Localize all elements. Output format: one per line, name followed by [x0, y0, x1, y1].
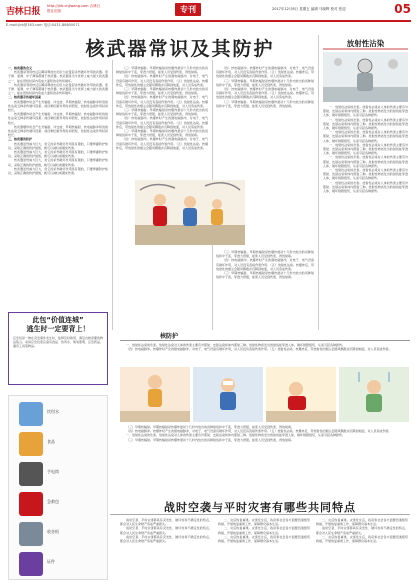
- article-paragraph: （三）早期核辐射。早期核辐射是核爆炸最初十几秒内放出的丙种射线和中子流，穿透力很强，能使人员受到伤害，得放射病。: [216, 250, 314, 259]
- column-divider: [318, 35, 319, 330]
- comic-panel-3: [266, 367, 336, 422]
- kit-item-label: 急救包: [47, 499, 59, 504]
- section-body: 核武器爆炸时会产生光辐射、冲击波、早期核辐射、核电磁脉冲和放射性沾染五种杀伤破坏因素。前四种因素作用时间很短，放射性沾染作用时间较长。: [8, 124, 108, 138]
- hazmat-figure-icon: [323, 52, 408, 102]
- section-body: 核武器虽然威力巨大，但它的杀伤破坏作用是有限的，只要掌握防护知识，采取正确的防护措施，就可以减轻或避免伤害。: [8, 141, 108, 150]
- section-two-col3: [316, 518, 408, 583]
- right-section-head: 放射性沾染: [346, 39, 385, 48]
- radio-icon: [19, 522, 43, 546]
- article-paragraph: 战时空袭、平时灾害都具有突发性、破坏性和不确定性的特点，都会对人民生命财产造成严重损失。: [316, 526, 408, 535]
- center-article: [216, 66, 314, 176]
- article-paragraph: 二、灾后恢复重建。灾害发生后，政府和社会各方面要迅速组织救援，开展恢复重建工作，保障群众基本生活。: [316, 534, 408, 544]
- article-paragraph: 战时空袭、平时灾害都具有突发性、破坏性和不确定性的特点，都会对人民生命财产造成严重损失。: [120, 526, 212, 535]
- article-paragraph: （三）早期核辐射。早期核辐射是核爆炸最初十几秒内放出的丙种射线和中子流，穿透力很强，能使人员受到伤害，得放射病。: [126, 437, 295, 442]
- protection-intro: [120, 343, 408, 365]
- article-paragraph: 一、放射性沾染的危害。放射性沾染对人体的伤害主要有外照射、皮肤沾染和体内照射三种。放射性物质发出的射线能穿透人体，破坏细胞组织，从而引起各种损伤。: [323, 142, 408, 156]
- kit-item: [15, 460, 103, 488]
- article-paragraph: （三）早期核辐射。早期核辐射是核爆炸最初十几秒内放出的丙种射线和中子流，穿透力很强，能使人员受到伤害，得放射病。: [116, 87, 208, 96]
- article-paragraph: （四）核电磁脉冲。核爆炸时产生的强电磁脉冲，对电子、电气设备有破坏作用，对人员没有直接伤害作用。（五）放射性沾染。核爆炸后，带放射性的烟尘会随风飘散并沉降到地面，对人员造成伤害。: [116, 74, 208, 87]
- article-paragraph: 一、放射性沾染的危害。放射性沾染对人体的伤害主要有外照射、皮肤沾染和体内照射三种。放射性物质发出的射线能穿透人体，破坏细胞组织，从而引起各种损伤。: [126, 343, 346, 347]
- kit-item-label: 收音机: [47, 529, 59, 534]
- article-paragraph: （四）核电磁脉冲。核爆炸时产生的强电磁脉冲，对电子、电气设备有破坏作用，对人员没有直接伤害作用。（五）放射性沾染。核爆炸后，带放射性的烟尘会随风飘散并沉降到地面，对人员造成伤害。: [116, 95, 208, 108]
- right-head-bar: [323, 48, 408, 50]
- section-two-headline: 战时空袭与平时灾害有哪些共同特点: [164, 501, 356, 514]
- article-paragraph: （三）早期核辐射。早期核辐射是核爆炸最初十几秒内放出的丙种射线和中子流，穿透力很强，能使人员受到伤害，得放射病。: [116, 66, 208, 75]
- flashlight-icon: [19, 462, 43, 486]
- section-two-col1: [120, 518, 212, 583]
- comic-panel-2: [193, 367, 263, 422]
- article-paragraph: （三）早期核辐射。早期核辐射是核爆炸最初十几秒内放出的丙种射线和中子流，穿透力很强，能使人员受到伤害，得放射病。: [116, 129, 208, 138]
- running-child-icon: [120, 367, 190, 422]
- article-paragraph: 一、放射性沾染的危害。放射性沾染对人体的伤害主要有外照射、皮肤沾染和体内照射三种。放射性物质发出的射线能穿透人体，破坏细胞组织，从而引起各种损伤。: [323, 155, 408, 168]
- header-rule: [6, 20, 411, 22]
- promo-title-line: 此包“价值连城”: [32, 316, 84, 324]
- shelter-illustration: [135, 180, 245, 245]
- article-paragraph: 战时空袭、平时灾害都具有突发性、破坏性和不确定性的特点，都会对人民生命财产造成严重损失。: [120, 518, 212, 527]
- article-paragraph: （三）早期核辐射。早期核辐射是核爆炸最初十几秒内放出的丙种射线和中子流，穿透力很强，能使人员受到伤害，得放射病。: [126, 425, 295, 429]
- contact-line: E-mail:jlrb@163.com 电话:0431-88600071: [6, 23, 80, 27]
- article-paragraph: 战时空袭、平时灾害都具有突发性、破坏性和不确定性的特点，都会对人民生命财产造成严重损失。: [120, 534, 212, 544]
- kit-item-label: 手电筒: [47, 469, 59, 474]
- protection-heading: 核防护: [160, 333, 179, 340]
- water-bottle-icon: [19, 402, 43, 426]
- article-paragraph: （三）早期核辐射。早期核辐射是核爆炸最初十几秒内放出的丙种射线和中子流，穿透力很强，能使人员受到伤害，得放射病。: [216, 271, 314, 280]
- section-body: 核武器虽然威力巨大，但它的杀伤破坏作用是有限的，只要掌握防护知识，采取正确的防护措施，就可以减轻或避免伤害。: [8, 166, 108, 176]
- promo-title-line: 逃生时一定要背上！: [26, 325, 90, 333]
- section-body: 核武器是利用核反应瞬间释放出的巨大能量起杀伤破坏作用的武器。原子弹、氢弹、中子弹等都属于核武器。核武器是当今世界上威力最大的武器之一，能在很短时间内造成大面积的杀伤和破坏。: [8, 82, 108, 96]
- article-paragraph: （三）早期核辐射。早期核辐射是核爆炸最初十几秒内放出的丙种射线和中子流，穿透力很强，能使人员受到伤害，得放射病。: [216, 78, 314, 87]
- covering-face-icon: [193, 367, 263, 422]
- kit-item: [15, 490, 103, 518]
- article-paragraph: （四）核电磁脉冲。核爆炸时产生的强电磁脉冲，对电子、电气设备有破坏作用，对人员没有直接伤害作用。（五）放射性沾染。核爆炸后，带放射性的烟尘会随风飘散并沉降到地面，对人员造成伤害。: [116, 137, 208, 150]
- article-paragraph: （四）核电磁脉冲。核爆炸时产生的强电磁脉冲，对电子、电气设备有破坏作用，对人员没有直接伤害作用。（五）放射性沾染。核爆炸后，带放射性的烟尘会随风飘散并沉降到地面，对人员造成伤害。: [126, 347, 392, 352]
- article-paragraph: 一、放射性沾染的危害。放射性沾染对人体的伤害主要有外照射、皮肤沾染和体内照射三种。放射性物质发出的射线能穿透人体，破坏细胞组织，从而引起各种损伤。: [323, 105, 408, 118]
- right-article: [323, 105, 408, 330]
- promo-body: 应急包是一种在突发事件发生时，能够及时取用、满足自救需要的物品集合。家庭应急包里应备有食品、饮用水、简易照明、应急药品、通讯工具等物品。: [13, 336, 104, 349]
- emergency-kit-box: [8, 395, 108, 580]
- article-paragraph: （四）核电磁脉冲。核爆炸时产生的强电磁脉冲，对电子、电气设备有破坏作用，对人员没有直接伤害作用。（五）放射性沾染。核爆炸后，带放射性的烟尘会随风飘散并沉降到地面，对人员造成伤害。: [216, 87, 314, 100]
- newspaper-logo: 吉林日报: [6, 7, 41, 17]
- section-body: 核武器虽然威力巨大，但它的杀伤破坏作用是有限的，只要掌握防护知识，采取正确的防护措施，就可以减轻或避免伤害。: [8, 158, 108, 167]
- article-paragraph: 二、灾后恢复重建。灾害发生后，政府和社会各方面要迅速组织救援，开展恢复重建工作，保障群众基本生活。: [316, 518, 408, 527]
- article-paragraph: （四）核电磁脉冲。核爆炸时产生的强电磁脉冲，对电子、电气设备有破坏作用，对人员没有直接伤害作用。（五）放射性沾染。核爆炸后，带放射性的烟尘会随风飘散并沉降到地面，对人员造成伤害。: [126, 429, 392, 434]
- food-icon: [19, 432, 43, 456]
- article-paragraph: 二、灾后恢复重建。灾害发生后，政府和社会各方面要迅速组织救援，开展恢复重建工作，保障群众基本生活。: [218, 534, 310, 544]
- section-body: 核武器爆炸时会产生光辐射、冲击波、早期核辐射、核电磁脉冲和放射性沾染五种杀伤破坏因素。前四种因素作用时间很短，放射性沾染作用时间较长。: [8, 112, 108, 125]
- promo-title: [9, 316, 107, 334]
- article-paragraph: （四）核电磁脉冲。核爆炸时产生的强电磁脉冲，对电子、电气设备有破坏作用，对人员没有直接伤害作用。（五）放射性沾染。核爆炸后，带放射性的烟尘会随风飘散并沉降到地面，对人员造成伤害。: [216, 258, 314, 271]
- article-paragraph: 一、放射性沾染的危害。放射性沾染对人体的伤害主要有外照射、皮肤沾染和体内照射三种。放射性物质发出的射线能穿透人体，破坏细胞组织，从而引起各种损伤。: [323, 168, 408, 181]
- kit-item-label: 食品: [47, 439, 55, 444]
- promo-box: [8, 312, 108, 385]
- article-paragraph: 一、放射性沾染的危害。放射性沾染对人体的伤害主要有外照射、皮肤沾染和体内照射三种。放射性物质发出的射线能穿透人体，破坏细胞组织，从而引起各种损伤。: [323, 117, 408, 131]
- section-title: 二、核武器杀伤破坏因素: [8, 95, 42, 100]
- section-body: 核武器爆炸时会产生光辐射、冲击波、早期核辐射、核电磁脉冲和放射性沾染五种杀伤破坏因素。前四种因素作用时间很短，放射性沾染作用时间较长。: [8, 99, 108, 113]
- section-two-col2: [218, 518, 310, 583]
- kit-item: [15, 550, 103, 578]
- column-divider: [112, 60, 113, 330]
- article-paragraph: 二、灾后恢复重建。灾害发生后，政府和社会各方面要迅速组织救援，开展恢复重建工作，保障群众基本生活。: [218, 526, 310, 535]
- section-body: 核武器是利用核反应瞬间释放出的巨大能量起杀伤破坏作用的武器。原子弹、氢弹、中子弹等都属于核武器。核武器是当今世界上威力最大的武器之一，能在很短时间内造成大面积的杀伤和破坏。: [8, 70, 108, 83]
- section-title: 三、核武器的防护: [8, 137, 33, 142]
- protection-text: [120, 425, 408, 495]
- kit-item-label: 证件: [47, 559, 55, 564]
- comic-panel-1: [120, 367, 190, 422]
- section-two-rule: [110, 514, 410, 515]
- article-paragraph: （四）核电磁脉冲。核爆炸时产生的强电磁脉冲，对电子、电气设备有破坏作用，对人员没有直接伤害作用。（五）放射性沾染。核爆炸后，带放射性的烟尘会随风飘散并沉降到地面，对人员造成伤害。: [216, 66, 314, 79]
- article-paragraph: （四）核电磁脉冲。核爆炸时产生的强电磁脉冲，对电子、电气设备有破坏作用，对人员没有直接伤害作用。（五）放射性沾染。核爆炸后，带放射性的烟尘会随风飘散并沉降到地面，对人员造成伤害。: [116, 116, 208, 129]
- kit-item: [15, 520, 103, 548]
- kit-item: [15, 400, 103, 428]
- section-title: 一、核武器的含义: [8, 66, 33, 70]
- section-body: 核武器虽然威力巨大，但它的杀伤破坏作用是有限的，只要掌握防护知识，采取正确的防护措施，就可以减轻或避免伤害。: [8, 150, 108, 159]
- shower-person-icon: [339, 367, 409, 422]
- kit-item: [15, 430, 103, 458]
- article-paragraph: 一、放射性沾染的危害。放射性沾染对人体的伤害主要有外照射、皮肤沾染和体内照射三种。放射性物质发出的射线能穿透人体，破坏细胞组织，从而引起各种损伤。: [323, 130, 408, 143]
- article-paragraph: 二、灾后恢复重建。灾害发生后，政府和社会各方面要迅速组织救援，开展恢复重建工作，保障群众基本生活。: [218, 518, 310, 527]
- article-paragraph: （三）早期核辐射。早期核辐射是核爆炸最初十几秒内放出的丙种射线和中子流，穿透力很强，能使人员受到伤害，得放射病。: [216, 99, 314, 108]
- page-number: 05: [394, 2, 411, 16]
- kit-item-label: 饮用水: [47, 409, 59, 414]
- article-paragraph: （三）早期核辐射。早期核辐射是核爆炸最初十几秒内放出的丙种射线和中子流，穿透力很强，能使人员受到伤害，得放射病。: [116, 108, 208, 117]
- left-article: [8, 66, 108, 308]
- logo-subtitle: http://jlrb.cnjiwang.com 吉林日报社出版: [47, 4, 101, 13]
- dateline: 2017年12月8日 星期五 编辑 马晓辉 校对 张迎: [272, 7, 346, 11]
- first-aid-icon: [19, 492, 43, 516]
- page-headline: 核武器常识及其防护: [85, 38, 275, 60]
- shelter-scene-icon: [135, 180, 245, 245]
- contamination-illustration: [323, 52, 408, 102]
- article-paragraph: 一、放射性沾染的危害。放射性沾染对人体的伤害主要有外照射、皮肤沾染和体内照射三种。放射性物质发出的射线能穿透人体，破坏细胞组织，从而引起各种损伤。: [323, 180, 408, 194]
- center-article-lower: [216, 250, 314, 328]
- comic-panel-4: [339, 367, 409, 422]
- article-paragraph: 一、放射性沾染的危害。放射性沾染对人体的伤害主要有外照射、皮肤沾染和体内照射三种。放射性物质发出的射线能穿透人体，破坏细胞组织，从而引起各种损伤。: [126, 433, 346, 438]
- id-card-icon: [19, 552, 43, 576]
- section-badge: 专刊: [175, 3, 201, 16]
- protection-rule: [120, 340, 410, 341]
- kneeling-person-icon: [266, 367, 336, 422]
- masthead: [0, 0, 417, 20]
